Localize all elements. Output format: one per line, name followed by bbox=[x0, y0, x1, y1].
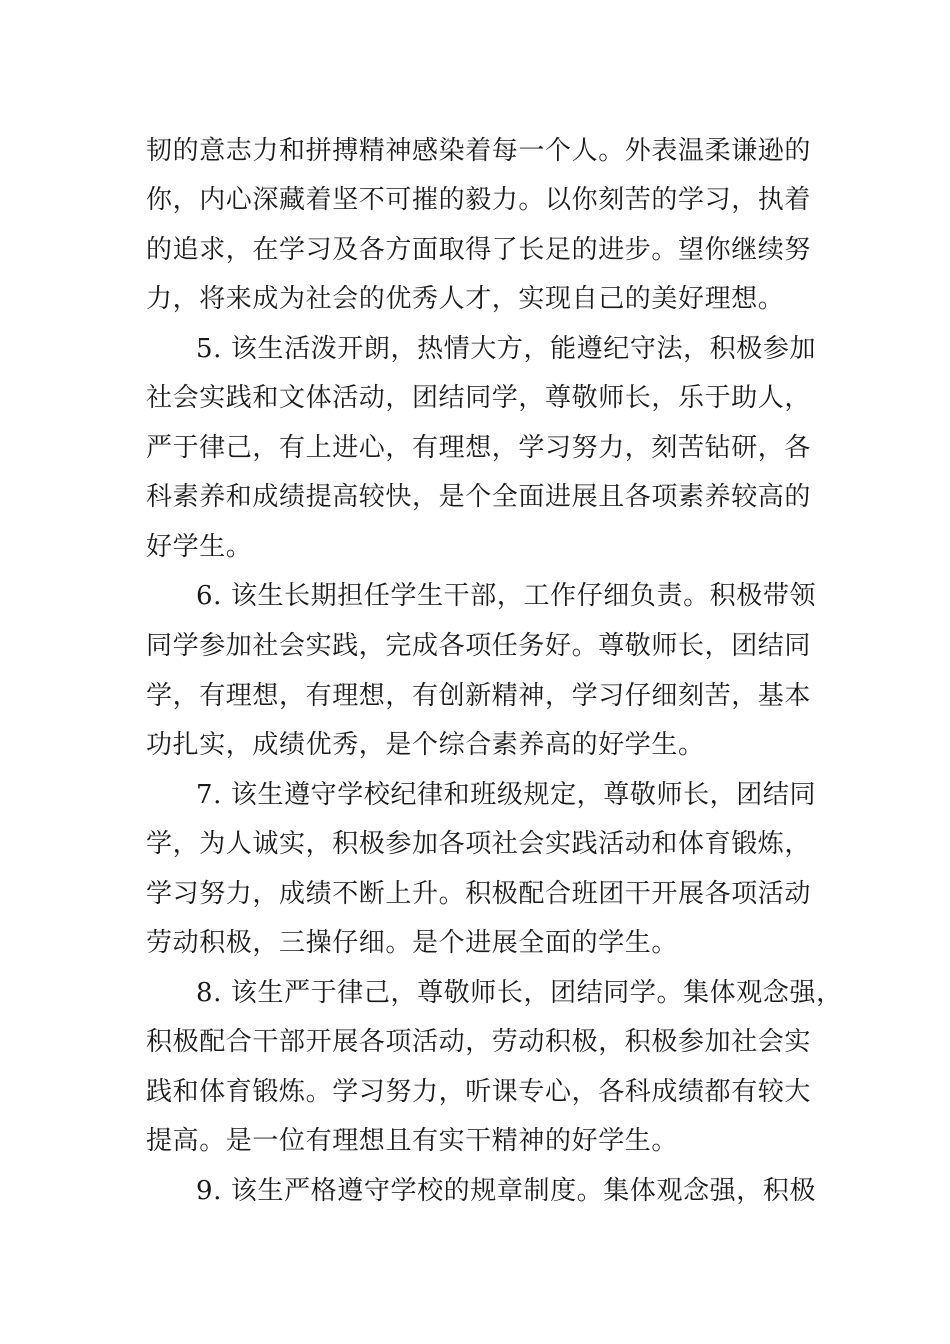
text-line: 力，将来成为社会的优秀人才，实现自己的美好理想。 bbox=[146, 284, 785, 314]
text-line: 科素养和成绩提高较快，是个全面进展且各项素养较高的 bbox=[146, 482, 812, 512]
text-line: 学，有理想，有理想，有创新精神，学习仔细刻苦，基本 bbox=[146, 681, 812, 711]
text-line: 的追求，在学习及各方面取得了长足的进步。望你继续努 bbox=[146, 235, 812, 265]
text-line: 劳动积极，三操仔细。是个进展全面的学生。 bbox=[146, 928, 679, 958]
text-line: 你，内心深藏着坚不可摧的毅力。以你刻苦的学习，执着 bbox=[146, 185, 812, 215]
paragraph-5-start: 5. 该生活泼开朗，热情大方，能遵纪守法，积极参加 bbox=[196, 334, 817, 364]
paragraph-8-start: 8. 该生严于律己，尊敬师长，团结同学。集体观念强， bbox=[196, 978, 843, 1008]
paragraph-7-start: 7. 该生遵守学校纪律和班级规定，尊敬师长，团结同 bbox=[196, 780, 817, 810]
text-line: 韧的意志力和拼搏精神感染着每一个人。外表温柔谦逊的 bbox=[146, 136, 812, 166]
text-line: 好学生。 bbox=[146, 532, 253, 562]
text-line: 社会实践和文体活动，团结同学，尊敬师长，乐于助人， bbox=[146, 383, 812, 413]
text-line: 学习努力，成绩不断上升。积极配合班团干开展各项活动 bbox=[146, 879, 812, 909]
text-line: 功扎实，成绩优秀，是个综合素养高的好学生。 bbox=[146, 730, 705, 760]
text-line: 严于律己，有上进心，有理想，学习努力，刻苦钻研，各 bbox=[146, 433, 812, 463]
text-line: 提高。是一位有理想且有实干精神的好学生。 bbox=[146, 1126, 679, 1156]
paragraph-6-start: 6. 该生长期担任学生干部，工作仔细负责。积极带领 bbox=[196, 581, 817, 611]
text-line: 积极配合干部开展各项活动，劳动积极，积极参加社会实 bbox=[146, 1027, 812, 1057]
text-line: 学，为人诚实，积极参加各项社会实践活动和体育锻炼， bbox=[146, 829, 812, 859]
text-line: 同学参加社会实践，完成各项任务好。尊敬师长，团结同 bbox=[146, 631, 812, 661]
text-line: 践和体育锻炼。学习努力，听课专心，各科成绩都有较大 bbox=[146, 1077, 812, 1107]
paragraph-9-start: 9. 该生严格遵守学校的规章制度。集体观念强，积极 bbox=[196, 1176, 817, 1206]
